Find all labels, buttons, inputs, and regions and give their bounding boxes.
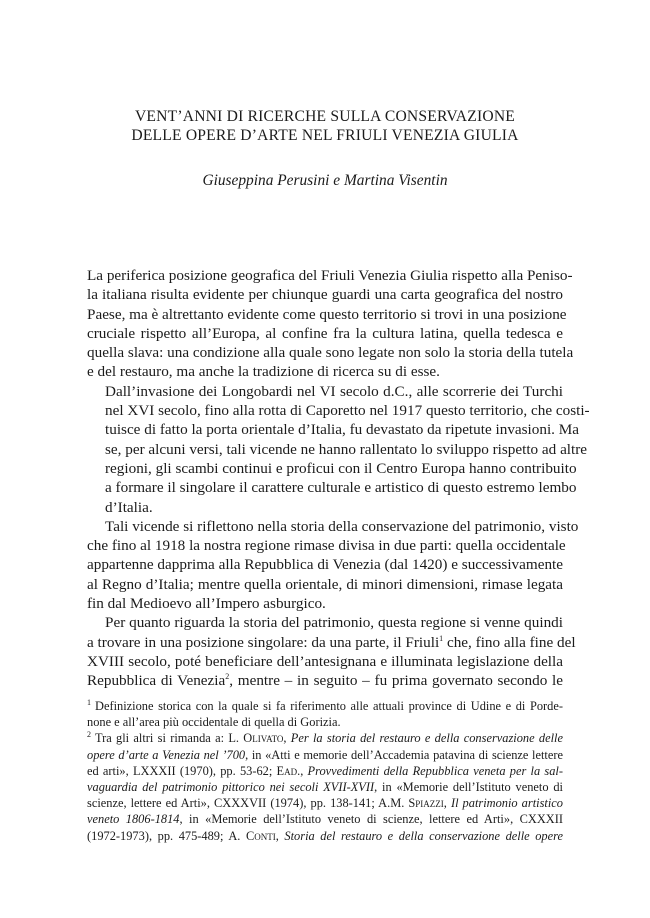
title-line-2: DELLE OPERE D’ARTE NEL FRIULI VENEZIA GIULIA (131, 127, 519, 144)
text-line: cruciale rispetto all’Europa, al confine fra la cultura latina, quella tedesca e (87, 324, 563, 342)
footnote-2 (87, 730, 563, 746)
text-line: d’Italia. (105, 498, 153, 516)
paragraph-4 (87, 613, 576, 690)
footnote-2-cont (87, 811, 563, 827)
footnote-text: scienze, lettere ed Arti», CXXXVII (1974), pp. 138-141; A.M. (87, 796, 409, 811)
footnote-text: , in «Memorie dell’Istituto veneto di scienze, lettere ed Arti», CXXXII (179, 812, 563, 827)
paragraph-1 (87, 266, 574, 382)
work-title: veneto 1806-1814 (87, 812, 180, 827)
title-line-1: VENT’ANNI DI RICERCHE SULLA CONSERVAZIONE (134, 108, 516, 125)
footnote-1-cont: none e all’area più occidentale di quella di Gorizia. (87, 715, 341, 730)
text-line: La periferica posizione geografica del Friuli Venezia Giulia rispetto alla Peniso- (87, 267, 573, 284)
text-line: e del restauro, ma anche la tradizione di ricerca su di esse. (87, 363, 440, 381)
text-line: la italiana risulta evidente per chiunque guardi una carta geografica del nostro (87, 286, 563, 304)
work-title: Storia del restauro e della conservazione delle opere (284, 828, 563, 843)
text-line: a formare il singolare il carattere culturale e artistico di questo estremo lembo (105, 479, 577, 497)
text-line: nel XVI secolo, fino alla rotta di Caporetto nel 1917 questo territorio, che costi- (105, 402, 590, 420)
footnote-2-cont (87, 828, 563, 844)
text-line: appartenne dapprima alla Repubblica di Venezia (dal 1420) e successivamente (87, 556, 563, 574)
footnote-number: 1 (87, 697, 91, 707)
author-name: Conti (245, 828, 276, 843)
author-name: Spiazzi (408, 796, 444, 811)
work-title: Il patrimonio artistico (450, 796, 563, 811)
footnotes (87, 698, 563, 844)
text-line: XVIII secolo, poté beneficiare dell’antesignana e illuminata legislazione della (87, 652, 563, 670)
article-title (0, 107, 650, 145)
work-title: Per la storia del restauro e della conservazione delle (290, 731, 563, 746)
footnote-2-cont (87, 763, 563, 779)
text-line: al Regno d’Italia; mentre quella orientale, di minori dimensioni, rimase legata (87, 575, 563, 593)
text-line: fin dal Medioevo all’Impero asburgico. (87, 595, 326, 613)
footnote-ref-2: 2 (225, 672, 230, 682)
footnote-ref-1: 1 (439, 633, 444, 643)
work-title: Provvedimenti della Repubblica veneta per la sal- (307, 763, 564, 778)
text-line: Tali vicende si riflettono nella storia della conservazione del patrimonio, visto (105, 517, 579, 535)
footnote-text: , in «Atti e memorie dell’Accademia patavina di scienze lettere (245, 747, 563, 762)
text-line (87, 671, 563, 690)
text-line: Paese, ma è altrettanto evidente come questo territorio si trovi in una posizione (87, 305, 567, 323)
footnote-2-cont (87, 747, 563, 763)
footnote-text: ed arti», LXXXII (1970), pp. 53-62; (87, 763, 277, 778)
footnote-text: , in «Memorie dell’Istituto veneto di (374, 780, 563, 795)
footnote-text: , (275, 828, 285, 843)
text-fragment: Repubblica di Venezia (87, 672, 226, 690)
text-fragment: che, fino alla fine del (443, 633, 576, 651)
footnote-text: , (283, 731, 291, 746)
footnote-text: , (443, 796, 451, 811)
text-fragment: , mentre – in seguito – fu prima governato secondo le (229, 672, 563, 690)
body-text (87, 266, 590, 691)
footnote-2-cont (87, 779, 563, 795)
footnote-text: (1972-1973), pp. 475-489; A. (87, 828, 246, 843)
footnote-number: 2 (87, 730, 91, 740)
footnote-text: , (300, 763, 308, 778)
work-title: vaguardia del patrimonio pittorico nei secoli XVII-XVII (87, 780, 375, 795)
work-title: opere d’arte a Venezia nel ’700 (87, 747, 246, 762)
paragraph-3 (87, 517, 579, 613)
text-line (87, 633, 576, 652)
text-line: Dall’invasione dei Longobardi nel VI secolo d.C., alle scorrerie dei Turchi (105, 382, 563, 400)
text-line: che fino al 1918 la nostra regione rimase divisa in due parti: quella occidentale (87, 537, 566, 555)
footnote-1 (87, 698, 563, 714)
text-line: tuisce di fatto la porta orientale d’Italia, fu devastato da ripetute invasioni. Ma (105, 421, 580, 439)
footnote-text: Tra gli altri si rimanda a: L. (95, 731, 244, 746)
author-name: Ead. (276, 763, 301, 778)
paragraph-2 (87, 382, 590, 517)
text-line: Per quanto riguarda la storia del patrimonio, questa regione si venne quindi (105, 614, 563, 632)
authors: Giuseppina Perusini e Martina Visentin (202, 172, 448, 189)
author-name: Olivato (243, 731, 284, 746)
text-line: regioni, gli scambi continui e proficui con il Centro Europa hanno contribuito (105, 459, 577, 477)
footnote-2-cont (87, 795, 563, 811)
text-line: quella slava: una condizione alla quale sono legate non solo la storia della tutela (87, 344, 574, 362)
text-fragment: a trovare in una posizione singolare: da una parte, il Friuli (87, 633, 440, 651)
footnote-text: Definizione storica con la quale si fa riferimento alle attuali province di Udine e di Porde- (95, 699, 563, 713)
text-line: se, per alcuni versi, tali vicende ne hanno rallentato lo sviluppo rispetto ad altre (105, 440, 588, 458)
